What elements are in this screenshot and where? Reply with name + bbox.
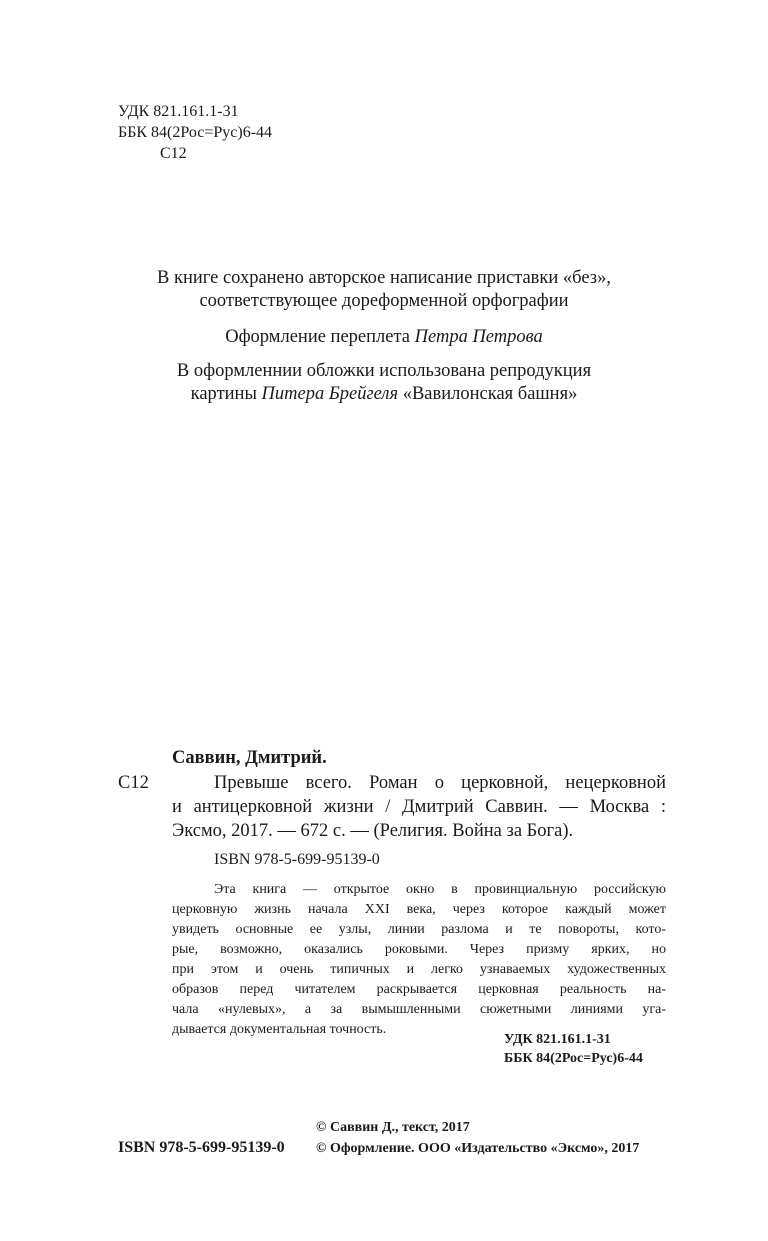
annotation-line: Эта книга — открытое окно в провинциальную российскую: [214, 882, 666, 897]
catalog-title-line1: Превыше всего. Роман о церковной, нецерковной: [214, 773, 666, 793]
annotation-line: рые, возможно, оказались роковыми. Через призму ярких, но: [172, 942, 666, 957]
catalog-author-heading: Саввин, Дмитрий.: [172, 748, 327, 768]
binding-credit: [0, 327, 768, 348]
binding-credit-name: Петра Петрова: [414, 327, 543, 347]
catalog-title-line3: Эксмо, 2017. — 672 с. — (Религия. Война за Бога).: [172, 821, 574, 841]
annotation-line: образов перед читателем раскрывается церковная реальность на-: [172, 982, 666, 997]
binding-credit-prefix: Оформление переплета: [225, 327, 415, 347]
catalog-sign: С12: [118, 773, 149, 793]
annotation-bbk: ББК 84(2Рос=Рус)6-44: [504, 1051, 643, 1066]
udk-code: УДК 821.161.1-31: [118, 103, 239, 120]
annotation-udk: УДК 821.161.1-31: [504, 1032, 611, 1047]
annotation-line: церковную жизнь начала XXI века, через которое каждый может: [172, 902, 666, 917]
cover-note-prefix: картины: [190, 384, 262, 404]
catalog-isbn: ISBN 978-5-699-95139-0: [214, 851, 380, 868]
spelling-note-line2: соответствующее дореформенной орфографии: [199, 291, 569, 311]
cover-note-line2: [0, 384, 768, 405]
annotation-line: чала «нулевых», а за вымышленными сюжетными линиями уга-: [172, 1002, 666, 1017]
annotation-line: увидеть основные ее узлы, линии разлома и те повороты, кото-: [172, 922, 666, 937]
annotation-line: при этом и очень типичных и легко узнаваемых художественных: [172, 962, 666, 977]
cover-note-artist: Питера Брейгеля: [261, 384, 399, 404]
design-copyright: © Оформление. ООО «Издательство «Эксмо», 2017: [316, 1141, 640, 1156]
cover-note-line1: В оформленнии обложки использована репродукция: [176, 361, 592, 381]
bbk-code: ББК 84(2Рос=Рус)6-44: [118, 124, 273, 141]
copyright-isbn: ISBN 978-5-699-95139-0: [118, 1139, 285, 1156]
annotation-line: дывается документальная точность.: [172, 1022, 387, 1037]
catalog-title-line2: и антицерковной жизни / Дмитрий Саввин. — Москва :: [172, 797, 666, 817]
cover-note-suffix: «Вавилонская башня»: [398, 384, 578, 404]
spelling-note-line1: В книге сохранено авторское написание приставки «без»,: [157, 268, 611, 288]
author-sign: С12: [160, 145, 187, 162]
text-copyright: © Саввин Д., текст, 2017: [316, 1120, 470, 1135]
